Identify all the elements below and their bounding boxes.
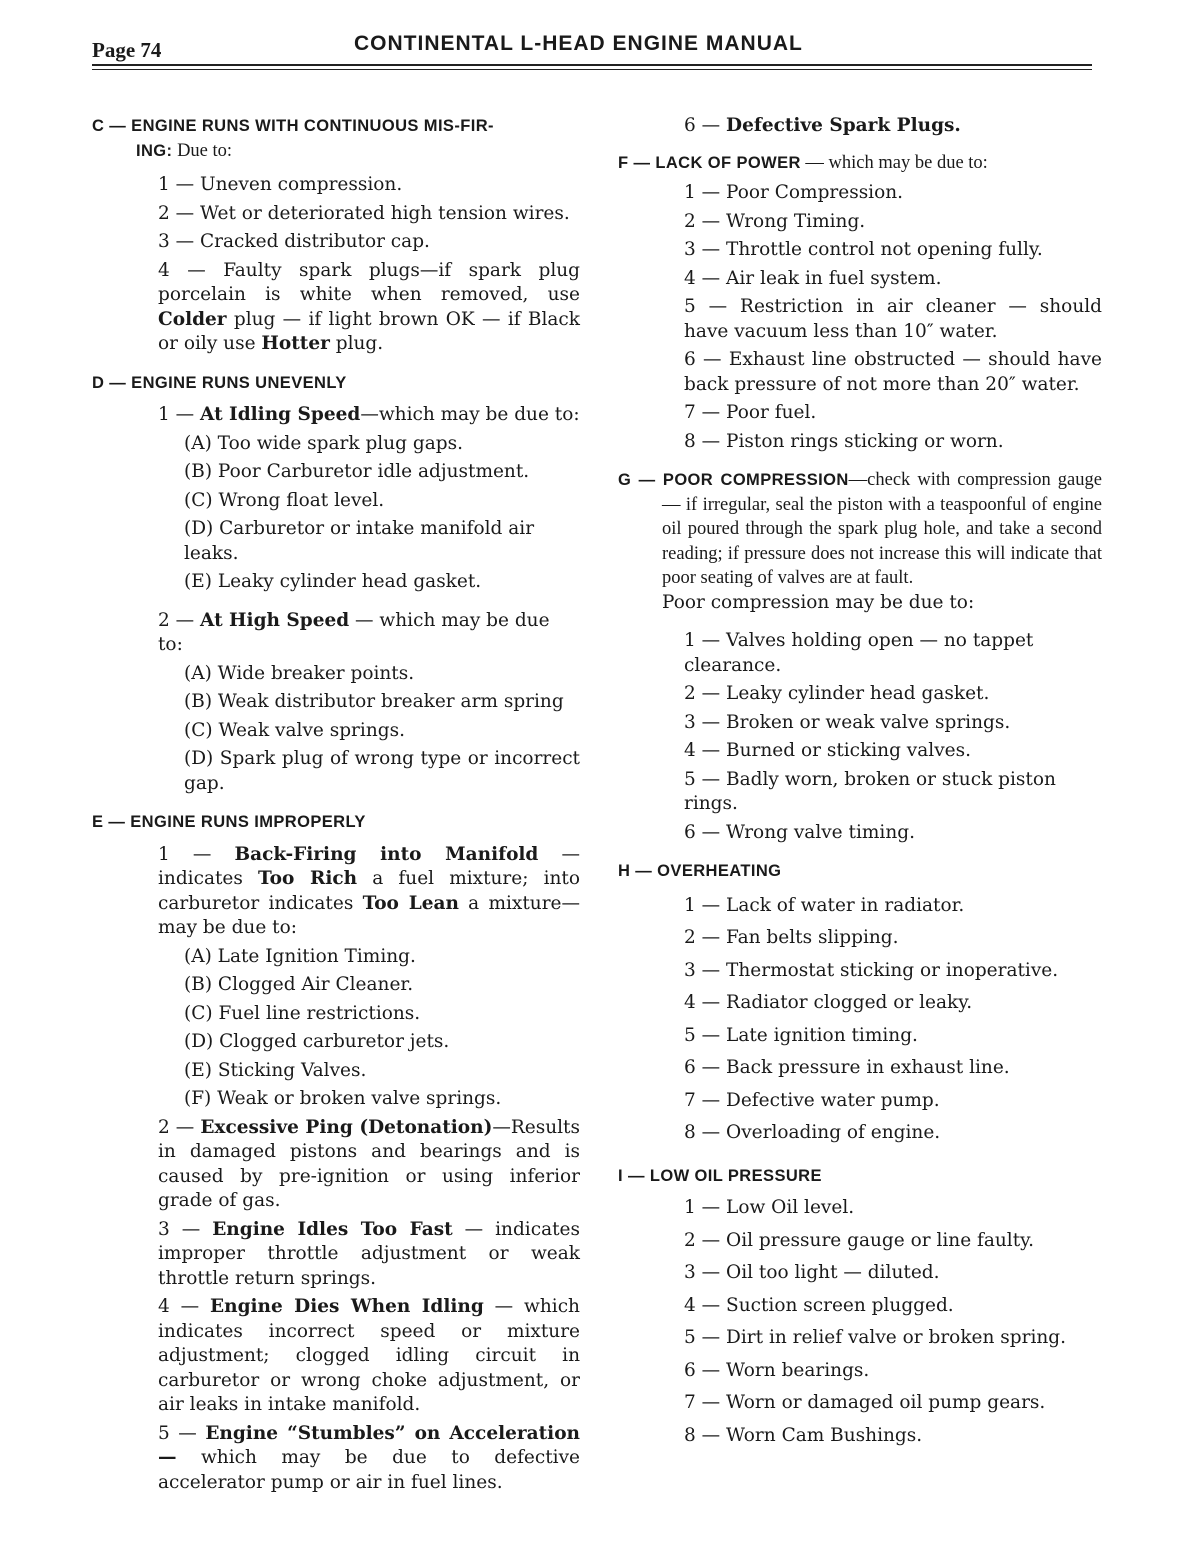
paragraph: 4 — Engine Dies When Idling — which indicates incorrect speed or mixture adjustment; clogged idling circuit in carburetor or wrong choke adjustment, or air leaks in intake manifold. [158,1296,580,1415]
section-d [92,371,580,797]
list-item: 4 — Suction screen plugged. [684,1294,954,1316]
list-item: 1 — Poor Compression. [684,182,904,203]
section-h-list [684,890,1102,1150]
page-number: Page 74 [92,38,162,62]
list-item: 7 — Poor fuel. [684,402,817,423]
list-item: 8 — Overloading of engine. [684,1122,941,1143]
list-item: 3 — Cracked distributor cap. [158,231,430,252]
list-item: (E) Leaky cylinder head gasket. [184,571,482,592]
list-item: 2 — Wet or deteriorated high tension wires. [158,202,570,224]
list-item: (C) Fuel line restrictions. [184,1002,421,1024]
list-item: 4 — Faulty spark plugs—if spark plug porcelain is white when removed, use Colder plug — if light brown OK — if Black or oily use Hotter plug. [158,259,580,354]
list-item: 8 — Piston rings sticking or worn. [684,430,1004,452]
subsection-list [184,945,580,1112]
list-item: 6 — Exhaust line obstructed — should have back pressure of not more than 20″ water. [684,349,1102,395]
section-c [92,114,580,357]
subsection-heading: 1 — At Idling Speed—which may be due to: [158,404,580,425]
list-item: 3 — Oil too light — diluted. [684,1262,940,1283]
list-item: 8 — Worn Cam Bushings. [684,1424,923,1446]
list-item: 5 — Badly worn, broken or stuck piston rings. [684,768,1056,814]
list-item: (A) Late Ignition Timing. [184,945,416,967]
list-item: 5 — Restriction in air cleaner — should have vacuum less than 10″ water. [684,296,1102,342]
list-item: 1 — Valves holding open — no tappet clearance. [684,630,1034,676]
list-item: (C) Weak valve springs. [184,719,405,741]
list-item: (A) Wide breaker points. [184,662,415,684]
list-item: (D) Spark plug of wrong type or incorrect gap. [184,748,580,794]
subsection-list [184,432,580,595]
list-item: (C) Wrong float level. [184,489,385,511]
page-header [92,28,1102,74]
section-c-heading: C — ENGINE RUNS WITH CONTINUOUS MIS-FIR- [92,117,494,135]
list-item: 6 — Wrong valve timing. [684,821,915,843]
section-c-heading-cont: ING: Due to: [136,140,233,161]
section-i-list [684,1192,1102,1452]
running-title: CONTINENTAL L-HEAD ENGINE MANUAL [354,32,803,55]
list-item: 1 — Low Oil level. [684,1197,855,1218]
section-i-heading: I — LOW OIL PRESSURE [618,1166,822,1185]
list-item: 6 — Worn bearings. [684,1359,870,1381]
list-item: (B) Clogged Air Cleaner. [184,974,414,995]
list-item: 5 — Dirt in relief valve or broken spring. [684,1327,1067,1348]
section-f [618,151,1102,455]
section-c-list [158,173,580,357]
paragraph: Poor compression may be due to: [662,591,975,613]
list-item: (D) Clogged carburetor jets. [184,1031,450,1052]
list-item: 3 — Thermostat sticking or inoperative. [684,959,1059,981]
section-h [618,859,1102,1150]
list-item: (B) Weak distributor breaker arm spring [184,691,564,712]
list-item: (A) Too wide spark plug gaps. [184,432,463,454]
list-item: 4 — Air leak in fuel system. [684,267,942,289]
list-item: 4 — Radiator clogged or leaky. [684,992,973,1013]
list-item: (B) Poor Carburetor idle adjustment. [184,461,530,482]
list-item: 3 — Broken or weak valve springs. [684,711,1011,733]
section-d-heading: D — ENGINE RUNS UNEVENLY [92,373,347,392]
section-h-heading: H — OVERHEATING [618,862,782,880]
section-f-list [684,181,1102,454]
section-i [618,1164,1102,1453]
subsection-heading: 2 — At High Speed — which may be due to: [158,609,550,655]
section-g-heading: G — POOR COMPRESSION—check with compression gauge — if irregular, seal the piston with a teaspoonful of engine oil poured through the spark plug hole, and take a second reading; if pressure does not increase this will indicate that poor seating of valves are at fault. [618,470,1102,588]
list-item: (F) Weak or broken valve springs. [184,1088,502,1109]
list-item: 2 — Wrong Timing. [684,210,866,232]
paragraph: 1 — Back-Firing into Manifold — indicates Too Rich a fuel mixture; into carburetor indicates Too Lean a mixture—may be due to: [158,843,580,938]
list-item: 2 — Leaky cylinder head gasket. [684,683,990,704]
list-item: 6 — Back pressure in exhaust line. [684,1057,1010,1078]
section-e [92,810,580,1495]
list-item: 7 — Defective water pump. [684,1089,940,1111]
list-item: 1 — Lack of water in radiator. [684,894,965,916]
paragraph: 5 — Engine “Stumbles” on Acceleration — which may be due to defective accelerator pump or air in fuel lines. [158,1422,580,1493]
list-item: 4 — Burned or sticking valves. [684,740,971,761]
paragraph: 3 — Engine Idles Too Fast — indicates improper throttle adjustment or weak throttle return springs. [158,1218,580,1289]
left-column [92,114,580,1509]
list-item: (D) Carburetor or intake manifold air leaks. [184,518,535,564]
list-item: 7 — Worn or damaged oil pump gears. [684,1392,1046,1413]
section-g [618,468,1102,845]
right-column [618,114,1102,1466]
list-item: 3 — Throttle control not opening fully. [684,239,1043,260]
subsection-list [184,662,580,797]
header-rule [92,64,1092,66]
header-rule-thin [92,69,1092,70]
paragraph: 2 — Excessive Ping (Detonation)—Results in damaged pistons and bearings and is caused by pre-ignition or using inferior grade of gas. [158,1116,580,1211]
section-f-heading: F — LACK OF POWER — which may be due to: [618,152,988,173]
paragraph: 6 — Defective Spark Plugs. [684,115,961,136]
list-item: 2 — Fan belts slipping. [684,927,899,948]
list-item: 5 — Late ignition timing. [684,1024,918,1046]
section-g-list [684,629,1102,845]
list-item: 2 — Oil pressure gauge or line faulty. [684,1229,1035,1251]
section-e-heading: E — ENGINE RUNS IMPROPERLY [92,813,366,831]
list-item: (E) Sticking Valves. [184,1059,367,1081]
list-item: 1 — Uneven compression. [158,174,403,195]
